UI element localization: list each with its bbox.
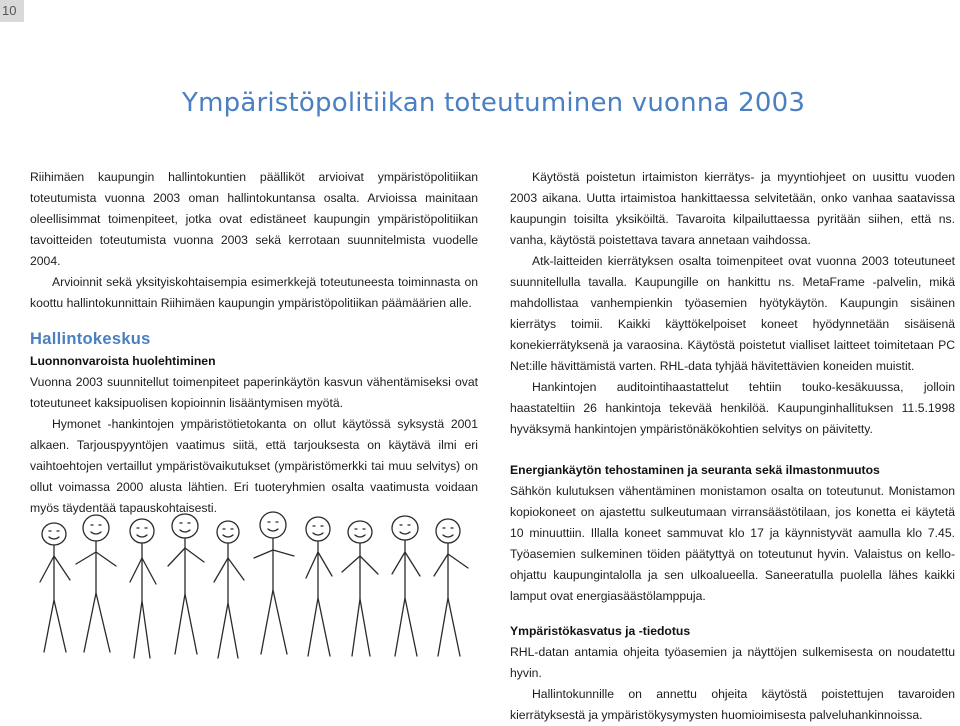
page-title: Ympäristöpolitiikan toteutuminen vuonna 2003 [182, 88, 806, 118]
stick-figure [342, 521, 378, 656]
stick-figure-drawing [30, 508, 492, 680]
left-column [30, 167, 478, 519]
education-paragraph-1: RHL-datan antamia ohjeita työasemien ja näyttöjen sulkemisesta on noudatettu hyvin. [510, 645, 955, 680]
stick-figure [40, 523, 70, 652]
sub-heading-natural-resources: Luonnonvaroista huolehtiminen [30, 354, 216, 368]
stick-figure [306, 517, 332, 656]
recycling-guidelines-paragraph: Käytöstä poistetun irtaimiston kierrätys- ja myyntiohjeet on uusittu vuoden 2003 aikana. Uutta irtaimistoa hankittaessa selvitetään, onko vanhaa saatavissa kaupungin toisilta yksiköiltä. Tavaroita kilpailuttaessa pyritään siihen, että ns. vanha, käytöstä poistettava tavara annetaan vaihdossa. [510, 170, 955, 247]
stick-figure [76, 515, 116, 652]
stick-figure [254, 512, 294, 654]
stick-figure [434, 519, 468, 656]
page-number: 10 [2, 3, 17, 18]
stick-figure [214, 521, 244, 658]
intro-paragraph-2: Arvioinnit sekä yksityiskohtaisempia esimerkkejä toteutuneesta toiminnasta on koottu hallintokunnittain Riihimäen kaupungin ympäristöpolitiikan päämäärien alle. [30, 275, 478, 310]
stick-figure [130, 519, 156, 658]
page-number-tab [0, 0, 24, 22]
stick-figure [168, 514, 204, 654]
sub-heading-energy: Energiankäytön tehostaminen ja seuranta sekä ilmastonmuutos [510, 463, 880, 477]
right-column [510, 167, 955, 726]
section-heading-hallintokeskus: Hallintokeskus [30, 330, 151, 348]
stick-figure [392, 516, 420, 656]
energy-paragraph: Sähkön kulutuksen vähentäminen monistamon osalta on toteutunut. Monistamon kopiokoneet on ajastettu sulkeutumaan virransäästötilaan, jos konetta ei käytetä 10 minuuttiin. Illalla koneet sammuvat klo 17 ja käynnistyvät aamulla klo 7.45. Työasemien sulkeminen töiden päätyttyä on toteutunut hyvin. Valaistus on kello-ohjattu kaupungintalolla ja sen ulkoalueella. Saneeratulla puolella lähes kaikki lamput ovat energiasäästölamppuja. [510, 484, 955, 603]
hymonet-paragraph: Hymonet -hankintojen ympäristötietokanta on ollut käytössä syksystä 2001 alkaen. Tarjouspyyntöjen vaatimus siitä, että tarjouksesta on käytävä ilmi eri vaihtoehtojen vertaillut ympäristövaikutukset (ympäristömerkki tai muu selvitys) on ollut voimassa 2000 alusta lähtien. Eri tuoteryhmien osalta vaatimusta voidaan myös täydentää tapauskohtaisesti. [30, 417, 478, 515]
paper-use-paragraph: Vuonna 2003 suunnitellut toimenpiteet paperinkäytön kasvun vähentämiseksi ovat toteutuneet kaksipuolisen kopioinnin lisääntymisen myötä. [30, 375, 478, 410]
audit-paragraph: Hankintojen auditointihaastattelut tehtiin touko-kesäkuussa, jolloin haastateltiin 26 hankintoja tekevää henkilöä. Kaupunginhallituksen 11.5.1998 hyväksymä hankintojen ympäristönäkökohtien selvitys on päivitetty. [510, 380, 955, 436]
sub-heading-environmental-education: Ympäristökasvatus ja -tiedotus [510, 624, 691, 638]
education-paragraph-2: Hallintokunnille on annettu ohjeita käytöstä poistettujen tavaroiden kierrätyksestä ja ympäristökysymysten huomioimisesta palveluhankinnoissa. [510, 687, 955, 722]
it-recycling-paragraph: Atk-laitteiden kierrätyksen osalta toimenpiteet ovat vuonna 2003 toteutuneet suunnitellulla tavalla. Kaupungille on hankittu ns. MetaFrame -palvelin, mikä mahdollistaa vanhempienkin työasemien hyötykäytön. Kaupungin sisäinen kierrätys toimii. Kaikki käyttökelpoiset koneet hyödynnetään sisäisenä konekierrätyksenä ja varaosina. Käytöstä poistetut vialliset laitteet toimitetaan PC Net:ille hävittämistä varten. RHL-data tyhjää hävitettävien koneiden muistit. [510, 254, 955, 373]
intro-paragraph-1: Riihimäen kaupungin hallintokuntien päälliköt arvioivat ympäristöpolitiikan toteutumista vuonna 2003 oman hallintokuntansa osalta. Arvioissa mainitaan oleellisimmat toimenpiteet, jotka ovat edistäneet kaupungin ympäristöpolitiikan tavoitteiden toteutumista vuonna 2003 sekä kerrotaan suunnitelmista vuodelle 2004. [30, 170, 478, 268]
